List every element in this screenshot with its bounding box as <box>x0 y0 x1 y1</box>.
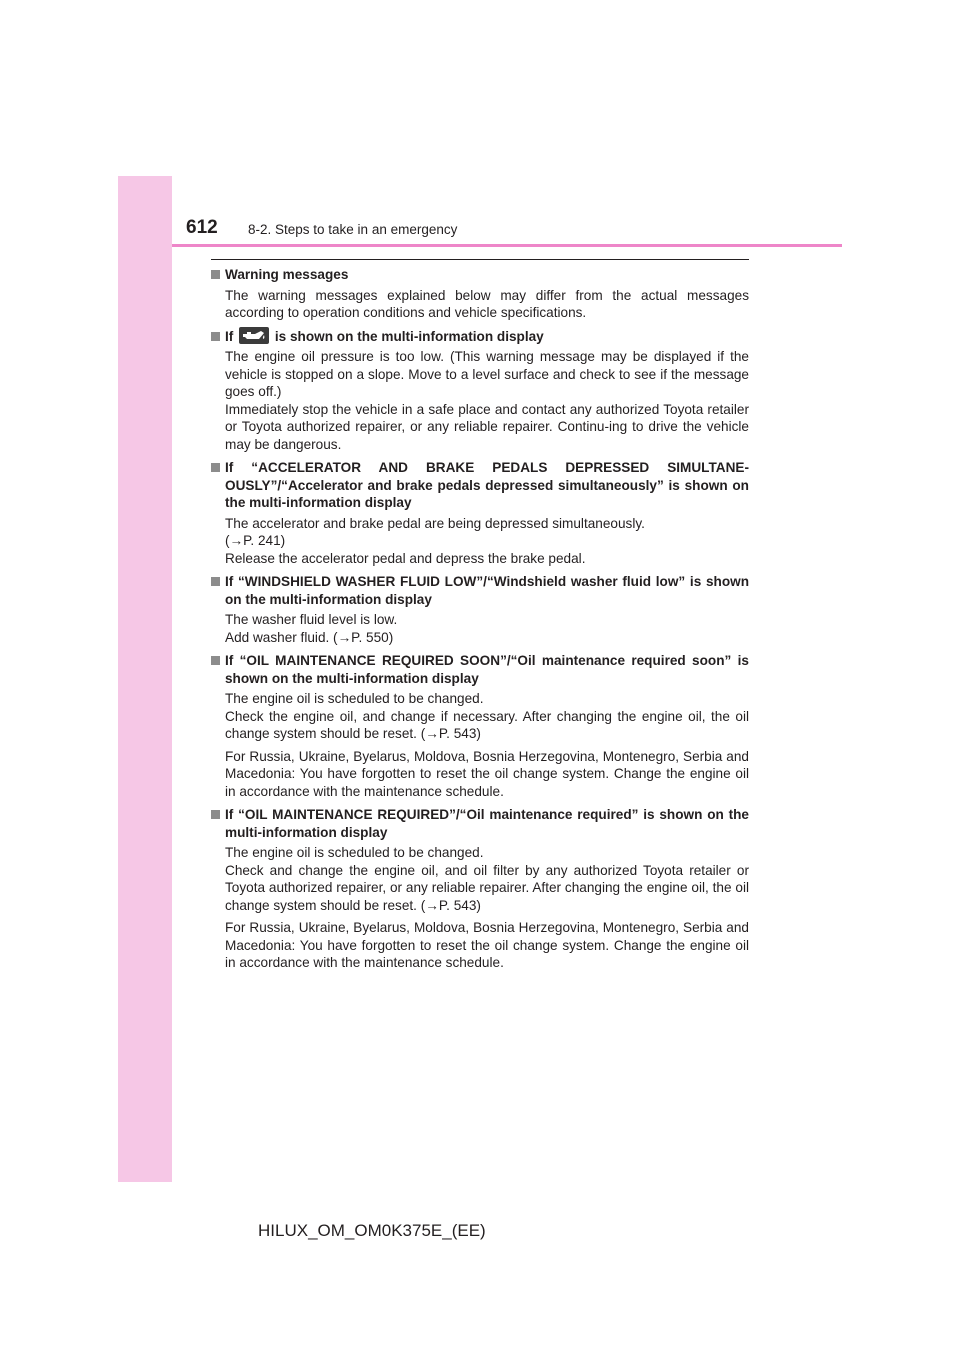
item-heading <box>211 806 749 841</box>
item-paragraph <box>211 515 749 568</box>
content-top-rule <box>211 259 749 260</box>
paragraph-line: Add washer fluid. (→P. 550) <box>225 629 394 645</box>
paragraph-line: Immediately stop the vehicle in a safe place and contact any authorized Toyota retailer or Toyota authorized repairer, or any reliable repairer. Continu-ing to drive the vehicle may be dangerous. <box>225 401 749 452</box>
item-oil-maintenance-soon <box>211 652 749 800</box>
item-heading <box>211 459 749 512</box>
square-bullet-icon <box>211 332 220 341</box>
paragraph-line: The accelerator and brake pedal are being depressed simultaneously. <box>225 515 645 531</box>
item-warning-messages <box>211 266 749 322</box>
paragraph-line: The engine oil is scheduled to be changed. <box>225 691 484 706</box>
item-paragraph <box>211 690 749 743</box>
item-heading <box>211 652 749 687</box>
square-bullet-icon <box>211 577 220 586</box>
paragraph-line: Release the accelerator pedal and depress the brake pedal. <box>225 550 586 566</box>
footer-doc-code: HILUX_OM_OM0K375E_(EE) <box>258 1221 486 1240</box>
square-bullet-icon <box>211 656 220 665</box>
square-bullet-icon <box>211 463 220 472</box>
item-heading-suffix: is shown on the multi-information display <box>274 328 544 344</box>
item-heading-text: If “WINDSHIELD WASHER FLUID LOW”/“Windshield washer fluid low” is shown on the multi-information display <box>225 574 749 607</box>
page-reference: (→P. 241) <box>225 533 286 548</box>
paragraph-line: The washer fluid level is low. <box>225 612 398 627</box>
paragraph-line: Check and change the engine oil, and oil filter by any authorized Toyota retailer or Toyota authorized repairer, or any reliable repairer. After changing the engine oil, the oil change system should be reset. (→P. 543) <box>225 862 749 913</box>
page-number: 612 <box>186 217 218 238</box>
item-oil-pressure <box>211 328 749 454</box>
paragraph-line: The engine oil is scheduled to be changed. <box>225 845 484 860</box>
chapter-side-band <box>118 176 172 1182</box>
item-pedals-depressed <box>211 459 749 567</box>
item-oil-maintenance-required <box>211 806 749 972</box>
item-heading <box>211 573 749 608</box>
item-heading-text: If “ACCELERATOR AND BRAKE PEDALS DEPRESSED SIMULTANE-OUSLY”/“Accelerator and brake pedals depressed simultaneously” is shown on the multi-information display <box>225 460 749 510</box>
item-heading <box>211 266 749 284</box>
item-heading-prefix: If <box>225 328 234 344</box>
item-heading-text: Warning messages <box>225 267 349 282</box>
square-bullet-icon <box>211 270 220 279</box>
item-paragraph <box>211 844 749 914</box>
item-heading-text: If “OIL MAINTENANCE REQUIRED”/“Oil maintenance required” is shown on the multi-information display <box>225 807 749 840</box>
item-heading-text: If “OIL MAINTENANCE REQUIRED SOON”/“Oil maintenance required soon” is shown on the multi-information display <box>225 653 749 686</box>
regional-note: For Russia, Ukraine, Byelarus, Moldova, Bosnia Herzegovina, Montenegro, Serbia and Macedonia: You have forgotten to reset the oil change system. Change the engine oil in accordance with the maintenance schedule. <box>225 748 749 799</box>
regional-note: For Russia, Ukraine, Byelarus, Moldova, Bosnia Herzegovina, Montenegro, Serbia and Macedonia: You have forgotten to reset the oil change system. Change the engine oil in accordance with the maintenance schedule. <box>225 920 749 970</box>
item-paragraph <box>211 348 749 453</box>
item-heading <box>211 328 749 346</box>
item-paragraph <box>211 611 749 646</box>
content <box>211 266 749 978</box>
item-paragraph: The warning messages explained below may differ from the actual messages according to operation conditions and vehicle specifications. <box>225 287 749 320</box>
square-bullet-icon <box>211 810 220 819</box>
item-washer-fluid-low <box>211 573 749 646</box>
paragraph-line: The engine oil pressure is too low. (This warning message may be displayed if the vehicle is stopped on a slope. Move to a level surface and check to see if the message goes off.) <box>225 349 749 399</box>
paragraph-line: Check the engine oil, and change if necessary. After changing the engine oil, the oil change system should be reset. (→P. 543) <box>225 708 749 741</box>
section-title: 8-2. Steps to take in an emergency <box>248 222 458 237</box>
header-rule <box>172 244 842 247</box>
oil-pressure-icon <box>239 327 269 344</box>
